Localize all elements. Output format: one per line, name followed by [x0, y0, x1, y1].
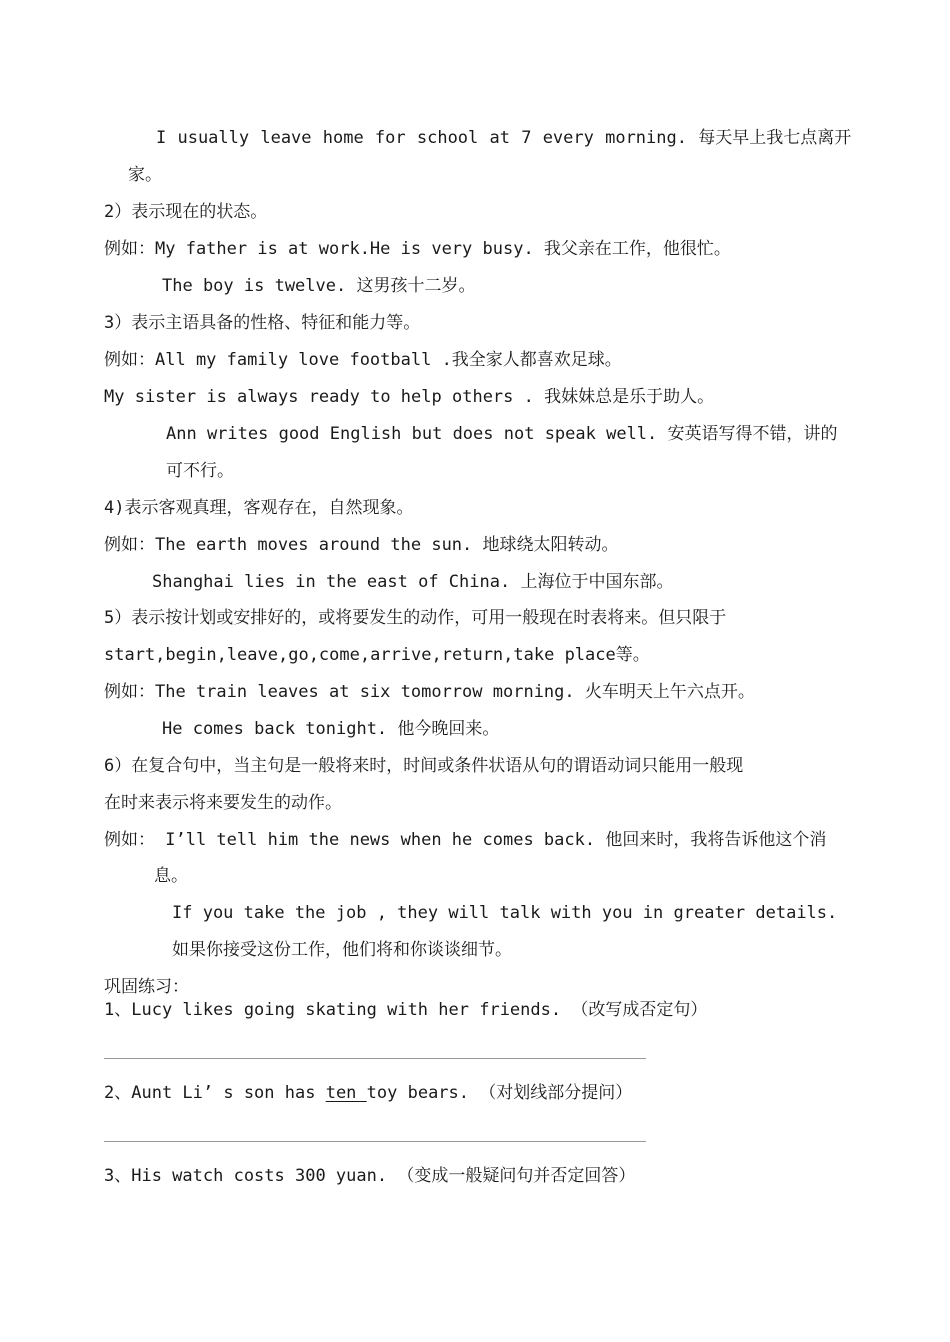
example-line: If you take the job , they will talk with you in greater details. [172, 903, 838, 923]
section-heading: 3）表示主语具备的性格、特征和能力等。 [104, 313, 421, 333]
exercise-1: 1、Lucy likes going skating with her friends. （改写成否定句） [104, 1000, 708, 1020]
example-line: 例如：The earth moves around the sun. 地球绕太阳转动。 [104, 535, 619, 555]
example-line: 例如： I’ll tell him the news when he comes back. 他回来时，我将告诉他这个消 [104, 830, 827, 850]
text-line: 在时来表示将来要发生的动作。 [104, 793, 342, 813]
answer-line-2 [104, 1141, 646, 1142]
section-heading: 2）表示现在的状态。 [104, 202, 268, 222]
exercise-heading: 巩固练习： [104, 977, 189, 997]
example-line: Shanghai lies in the east of China. 上海位于中国东部。 [152, 572, 674, 592]
exercise-2 [104, 1081, 632, 1105]
exercise-2-text-end: toy bears. （对划线部分提问） [366, 1083, 633, 1103]
text-line: 家。 [128, 165, 162, 185]
section-heading: 5）表示按计划或安排好的，或将要发生的动作，可用一般现在时表将来。但只限于 [104, 608, 727, 628]
exercise-2-text: 2、Aunt Li’ s son has [104, 1083, 326, 1103]
section-heading: 6）在复合句中，当主句是一般将来时，时间或条件状语从句的谓语动词只能用一般现 [104, 756, 744, 776]
example-line: 如果你接受这份工作，他们将和你谈谈细节。 [172, 940, 512, 960]
answer-line-1 [104, 1058, 646, 1059]
example-line: Ann writes good English but does not speak well. 安英语写得不错，讲的 [166, 424, 838, 444]
example-line: 例如：My father is at work.He is very busy. 我父亲在工作，他很忙。 [104, 239, 731, 259]
example-line: My sister is always ready to help others . 我妹妹总是乐于助人。 [104, 387, 715, 407]
example-line: He comes back tonight. 他今晚回来。 [162, 719, 500, 739]
exercise-2-underlined: ten [325, 1083, 367, 1103]
text-line: I usually leave home for school at 7 every morning. 每天早上我七点离开 [156, 128, 852, 148]
section-heading: 4)表示客观真理，客观存在，自然现象。 [104, 498, 414, 518]
example-line: 例如：All my family love football .我全家人都喜欢足球。 [104, 350, 622, 370]
example-line: 例如：The train leaves at six tomorrow morning. 火车明天上午六点开。 [104, 682, 755, 702]
example-line: The boy is twelve. 这男孩十二岁。 [162, 276, 476, 296]
text-line: 息。 [154, 866, 188, 886]
example-line: 可不行。 [166, 461, 234, 481]
text-line: start,begin,leave,go,come,arrive,return,take place等。 [104, 645, 650, 665]
exercise-3: 3、His watch costs 300 yuan. （变成一般疑问句并否定回答） [104, 1166, 636, 1186]
